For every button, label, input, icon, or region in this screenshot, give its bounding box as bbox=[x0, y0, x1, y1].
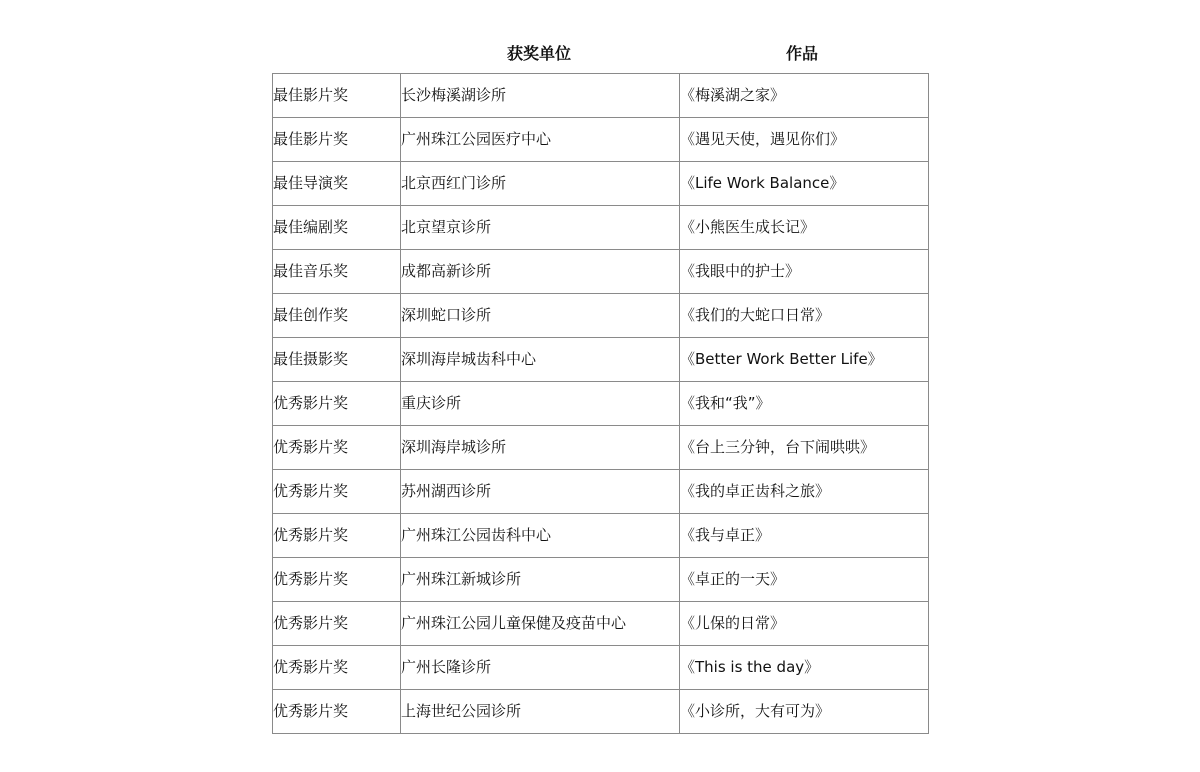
award-cell: 优秀影片奖 bbox=[273, 470, 401, 514]
award-cell: 优秀影片奖 bbox=[273, 514, 401, 558]
work-cell: 《小诊所，大有可为》 bbox=[680, 690, 929, 734]
award-cell: 最佳影片奖 bbox=[273, 74, 401, 118]
work-cell: 《Life Work Balance》 bbox=[680, 162, 929, 206]
award-cell: 最佳音乐奖 bbox=[273, 250, 401, 294]
awards-table bbox=[272, 73, 929, 734]
work-cell: 《我的卓正齿科之旅》 bbox=[680, 470, 929, 514]
unit-cell: 北京西红门诊所 bbox=[401, 162, 680, 206]
unit-cell: 深圳蛇口诊所 bbox=[401, 294, 680, 338]
table-row bbox=[273, 558, 929, 602]
unit-cell: 苏州湖西诊所 bbox=[401, 470, 680, 514]
table-row bbox=[273, 382, 929, 426]
award-cell: 优秀影片奖 bbox=[273, 690, 401, 734]
awards-table-body bbox=[273, 74, 929, 734]
award-cell: 最佳导演奖 bbox=[273, 162, 401, 206]
work-cell: 《梅溪湖之家》 bbox=[680, 74, 929, 118]
table-row bbox=[273, 470, 929, 514]
header-work: 作品 bbox=[785, 44, 818, 63]
award-cell: 优秀影片奖 bbox=[273, 558, 401, 602]
work-cell: 《台上三分钟，台下闹哄哄》 bbox=[680, 426, 929, 470]
award-cell: 最佳编剧奖 bbox=[273, 206, 401, 250]
work-cell: 《我们的大蛇口日常》 bbox=[680, 294, 929, 338]
award-cell: 优秀影片奖 bbox=[273, 646, 401, 690]
work-cell: 《卓正的一天》 bbox=[680, 558, 929, 602]
unit-cell: 成都高新诊所 bbox=[401, 250, 680, 294]
table-row bbox=[273, 338, 929, 382]
unit-cell: 广州珠江公园医疗中心 bbox=[401, 118, 680, 162]
unit-cell: 广州珠江公园儿童保健及疫苗中心 bbox=[401, 602, 680, 646]
table-row bbox=[273, 74, 929, 118]
award-cell: 最佳摄影奖 bbox=[273, 338, 401, 382]
unit-cell: 上海世纪公园诊所 bbox=[401, 690, 680, 734]
unit-cell: 北京望京诊所 bbox=[401, 206, 680, 250]
unit-cell: 深圳海岸城齿科中心 bbox=[401, 338, 680, 382]
table-row bbox=[273, 602, 929, 646]
unit-cell: 重庆诊所 bbox=[401, 382, 680, 426]
table-row bbox=[273, 118, 929, 162]
work-cell: 《遇见天使，遇见你们》 bbox=[680, 118, 929, 162]
unit-cell: 广州珠江公园齿科中心 bbox=[401, 514, 680, 558]
award-cell: 优秀影片奖 bbox=[273, 426, 401, 470]
award-cell: 优秀影片奖 bbox=[273, 382, 401, 426]
unit-cell: 长沙梅溪湖诊所 bbox=[401, 74, 680, 118]
work-cell: 《小熊医生成长记》 bbox=[680, 206, 929, 250]
unit-cell: 深圳海岸城诊所 bbox=[401, 426, 680, 470]
table-row bbox=[273, 206, 929, 250]
work-cell: 《This is the day》 bbox=[680, 646, 929, 690]
award-cell: 优秀影片奖 bbox=[273, 602, 401, 646]
table-row bbox=[273, 646, 929, 690]
work-cell: 《Better Work Better Life》 bbox=[680, 338, 929, 382]
award-cell: 最佳创作奖 bbox=[273, 294, 401, 338]
table-row bbox=[273, 162, 929, 206]
table-row bbox=[273, 514, 929, 558]
work-cell: 《我和“我”》 bbox=[680, 382, 929, 426]
header-award-unit: 获奖单位 bbox=[506, 44, 571, 63]
work-cell: 《我与卓正》 bbox=[680, 514, 929, 558]
award-cell: 最佳影片奖 bbox=[273, 118, 401, 162]
table-row bbox=[273, 250, 929, 294]
unit-cell: 广州长隆诊所 bbox=[401, 646, 680, 690]
work-cell: 《儿保的日常》 bbox=[680, 602, 929, 646]
table-row bbox=[273, 690, 929, 734]
table-row bbox=[273, 294, 929, 338]
table-header bbox=[272, 40, 926, 68]
work-cell: 《我眼中的护士》 bbox=[680, 250, 929, 294]
table-row bbox=[273, 426, 929, 470]
unit-cell: 广州珠江新城诊所 bbox=[401, 558, 680, 602]
